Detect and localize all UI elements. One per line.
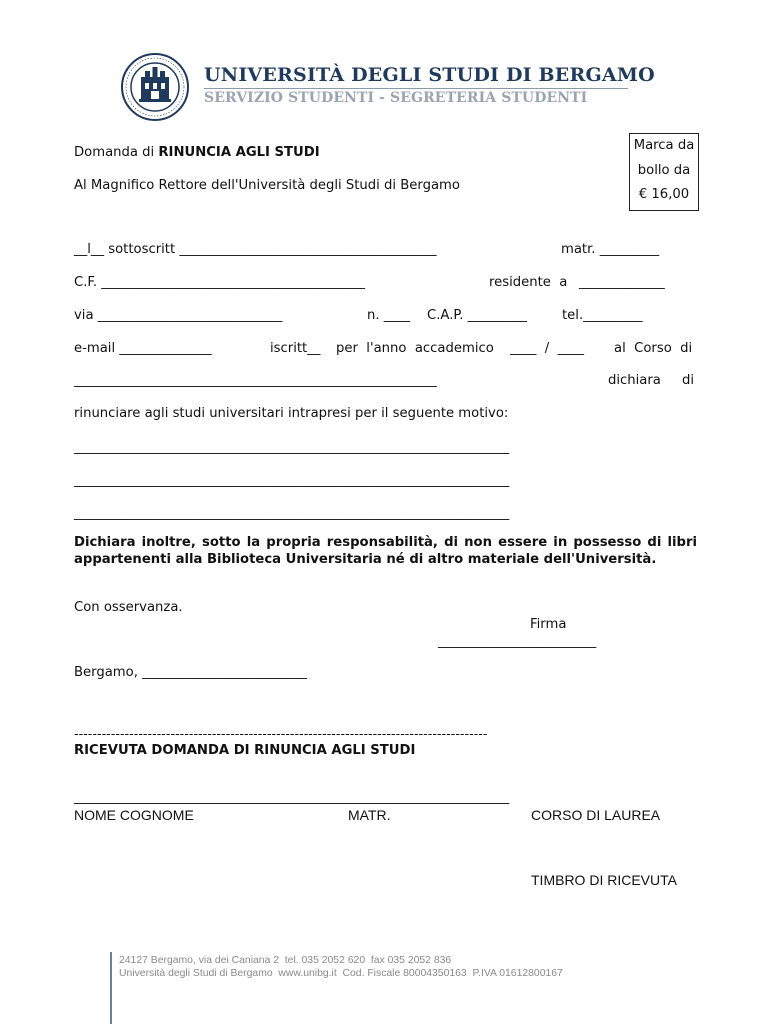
receipt-blank-line[interactable]: __________________________________________________________________ (74, 790, 510, 805)
receipt-course-label: CORSO DI LAUREA (531, 807, 661, 823)
email-field[interactable]: e-mail ______________ (74, 341, 212, 356)
tax-code-field[interactable]: C.F. ________________________________________ (74, 275, 365, 290)
residence-field[interactable]: _____________ (579, 275, 665, 290)
stamp-box-line: bollo da (637, 162, 691, 178)
regards-text: Con osservanza. (74, 600, 183, 615)
footer-address (119, 955, 563, 980)
footer-divider (110, 952, 112, 1024)
enrolled-label[interactable]: iscritt__ (270, 341, 321, 356)
footer-line: Università degli Studi di Bergamo www.unibg.it Cod. Fiscale 80004350163 P.IVA 01612800167 (119, 967, 563, 979)
academic-year-field[interactable]: ____ / ____ (510, 341, 584, 356)
reason-line[interactable]: __________________________________________________________________ (74, 440, 510, 455)
postal-code-field[interactable]: C.A.P. _________ (427, 308, 528, 323)
name-field[interactable]: __l__ sottoscritt _______________________________________ (74, 242, 437, 257)
declaration-text: Dichiara inoltre, sotto la propria responsabilità, di non essere in possesso di libri appartenenti alla Biblioteca Universitaria né di altro materiale dell'Università. (74, 535, 697, 567)
request-heading (74, 145, 320, 160)
cut-line: ------------------------------------------------------------------------------------------ (74, 726, 488, 741)
stamp-box-line: Marca da (633, 138, 695, 153)
phone-field[interactable]: tel._________ (562, 308, 643, 323)
reason-line[interactable]: __________________________________________________________________ (74, 506, 510, 521)
footer-line: 24127 Bergamo, via dei Caniana 2 tel. 035 2052 620 fax 035 2052 836 (119, 955, 452, 966)
university-name: UNIVERSITÀ DEGLI STUDI DI BERGAMO (204, 64, 655, 86)
declares-label: dichiara (608, 373, 661, 388)
residence-label: residente a (489, 275, 568, 290)
signature-label: Firma (530, 617, 567, 632)
request-title: RINUNCIA AGLI STUDI (158, 145, 320, 160)
course-field[interactable]: _______________________________________________________ (74, 373, 437, 388)
revenue-stamp-box (629, 133, 699, 211)
declares-label-end: di (682, 373, 695, 388)
signature-line[interactable]: ________________________ (438, 634, 597, 649)
academic-year-label: per l'anno accademico (336, 341, 494, 356)
request-prefix: Domanda di (74, 145, 159, 160)
reason-label: rinunciare agli studi universitari intrapresi per il seguente motivo: (74, 406, 509, 421)
reason-line[interactable]: __________________________________________________________________ (74, 473, 510, 488)
receipt-title: RICEVUTA DOMANDA DI RINUNCIA AGLI STUDI (74, 743, 416, 758)
university-seal-icon (121, 53, 189, 121)
matriculation-field[interactable]: matr. _________ (561, 242, 660, 257)
stamp-box-amount: € 16,00 (638, 187, 690, 202)
receipt-stamp-label: TIMBRO DI RICEVUTA (531, 872, 677, 888)
addressee: Al Magnifico Rettore dell'Università degli Studi di Bergamo (74, 178, 460, 193)
street-field[interactable]: via ____________________________ (74, 308, 283, 323)
receipt-name-label: NOME COGNOME (74, 807, 194, 823)
service-name: SERVIZIO STUDENTI - SEGRETERIA STUDENTI (204, 90, 588, 106)
receipt-matr-label: MATR. (348, 807, 391, 823)
place-date-field[interactable]: Bergamo, _________________________ (74, 665, 307, 680)
header-divider (204, 88, 628, 89)
course-label: al Corso di (614, 341, 693, 356)
house-number-field[interactable]: n. ____ (367, 308, 411, 323)
